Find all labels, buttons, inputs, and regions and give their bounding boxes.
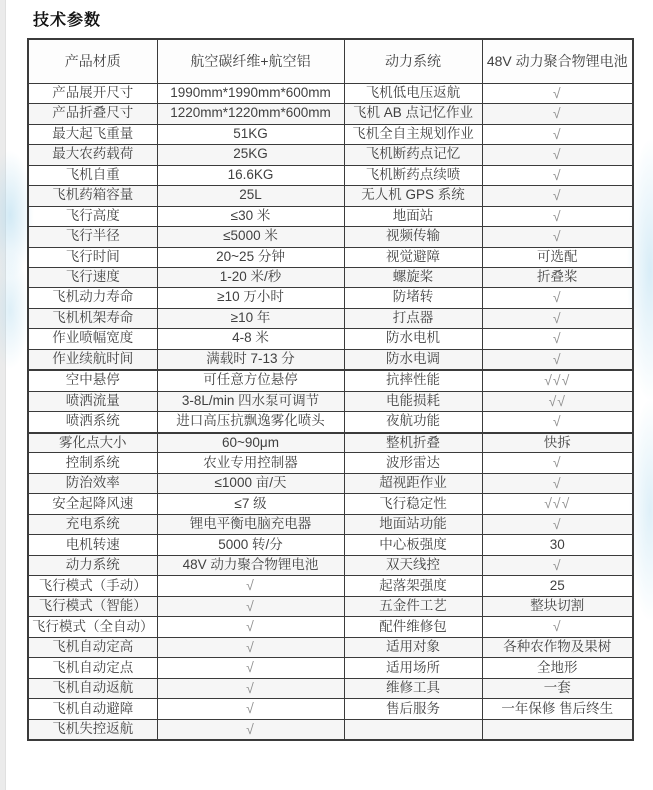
table-row xyxy=(28,186,633,207)
table-cell: 飞机失控返航 xyxy=(28,719,157,740)
table-cell: √ xyxy=(157,699,344,720)
table-cell: 喷洒系统 xyxy=(28,412,157,433)
table-cell: 充电系统 xyxy=(28,514,157,535)
table-row xyxy=(28,104,633,125)
table-cell: 1-20 米/秒 xyxy=(157,267,344,287)
table-cell: 折叠桨 xyxy=(482,267,633,287)
table-cell: √√√ xyxy=(482,370,633,391)
table-cell: √ xyxy=(482,349,633,370)
table-cell: 可任意方位悬停 xyxy=(157,370,344,391)
table-row xyxy=(28,678,633,699)
table-cell: √ xyxy=(482,473,633,494)
table-cell: 防水电调 xyxy=(344,349,482,370)
table-cell: 3-8L/min 四水泵可调节 xyxy=(157,391,344,412)
table-cell xyxy=(344,719,482,740)
table-cell: 飞机自动定点 xyxy=(28,658,157,679)
table-cell: 控制系统 xyxy=(28,453,157,474)
table-cell: 抗摔性能 xyxy=(344,370,482,391)
table-row xyxy=(28,576,633,597)
table-cell: 空中悬停 xyxy=(28,370,157,391)
table-cell: √ xyxy=(482,124,633,145)
table-cell: 51KG xyxy=(157,124,344,145)
table-cell: √√ xyxy=(482,391,633,412)
table-cell xyxy=(482,719,633,740)
table-cell: 维修工具 xyxy=(344,678,482,699)
table-cell: √ xyxy=(482,308,633,329)
table-cell: 整机折叠 xyxy=(344,433,482,453)
table-cell: ≤7 级 xyxy=(157,494,344,515)
table-row xyxy=(28,658,633,679)
table-row xyxy=(28,535,633,555)
spec-table-body xyxy=(28,83,633,740)
table-cell: 视觉避障 xyxy=(344,247,482,267)
table-cell: √ xyxy=(482,555,633,576)
table-row xyxy=(28,391,633,412)
table-cell: √ xyxy=(482,288,633,309)
table-cell: 一套 xyxy=(482,678,633,699)
table-cell: 最大农药载荷 xyxy=(28,145,157,166)
table-cell: 安全起降风速 xyxy=(28,494,157,515)
table-cell: 中心板强度 xyxy=(344,535,482,555)
table-cell: 飞机断药点记忆 xyxy=(344,145,482,166)
table-cell: 售后服务 xyxy=(344,699,482,720)
table-cell: 地面站 xyxy=(344,206,482,227)
table-row xyxy=(28,206,633,227)
table-cell: 起落架强度 xyxy=(344,576,482,597)
table-row xyxy=(28,494,633,515)
table-cell: 飞行高度 xyxy=(28,206,157,227)
table-cell: 地面站功能 xyxy=(344,514,482,535)
table-cell: 飞机全自主规划作业 xyxy=(344,124,482,145)
table-cell: 适用对象 xyxy=(344,637,482,658)
table-cell: 进口高压抗飘逸雾化喷头 xyxy=(157,412,344,433)
table-row xyxy=(28,453,633,474)
table-cell: 适用场所 xyxy=(344,658,482,679)
table-row xyxy=(28,699,633,720)
table-cell: 30 xyxy=(482,535,633,555)
spec-table-header xyxy=(28,39,633,83)
table-cell: 产品折叠尺寸 xyxy=(28,104,157,125)
table-cell: 各种农作物及果树 xyxy=(482,637,633,658)
table-row xyxy=(28,308,633,329)
table-cell: 飞机 AB 点记忆作业 xyxy=(344,104,482,125)
table-cell: 25L xyxy=(157,186,344,207)
table-cell: 飞行模式（手动） xyxy=(28,576,157,597)
table-row xyxy=(28,247,633,267)
table-cell: √ xyxy=(482,145,633,166)
table-cell: 飞行半径 xyxy=(28,227,157,248)
table-cell: 飞机自动避障 xyxy=(28,699,157,720)
table-row xyxy=(28,267,633,287)
header-cell-material-value: 航空碳纤维+航空铝 xyxy=(157,39,344,83)
table-cell: √ xyxy=(482,104,633,125)
table-cell: √ xyxy=(157,678,344,699)
table-row xyxy=(28,433,633,453)
table-cell: √ xyxy=(482,514,633,535)
table-row xyxy=(28,145,633,166)
header-cell-power-system: 动力系统 xyxy=(344,39,482,83)
table-cell: √ xyxy=(157,617,344,638)
table-row xyxy=(28,514,633,535)
table-cell: 防堵转 xyxy=(344,288,482,309)
table-cell: √ xyxy=(482,412,633,433)
table-cell: 防治效率 xyxy=(28,473,157,494)
table-cell: 1990mm*1990mm*600mm xyxy=(157,83,344,104)
table-cell: √ xyxy=(482,227,633,248)
table-cell: √ xyxy=(482,617,633,638)
table-cell: ≤5000 米 xyxy=(157,227,344,248)
table-cell: 配件维修包 xyxy=(344,617,482,638)
table-cell: 雾化点大小 xyxy=(28,433,157,453)
table-cell: 16.6KG xyxy=(157,165,344,186)
table-cell: ≤1000 亩/天 xyxy=(157,473,344,494)
page-title: 技术参数 xyxy=(33,12,102,29)
table-row xyxy=(28,349,633,370)
table-cell: 双天线控 xyxy=(344,555,482,576)
table-cell: √ xyxy=(482,206,633,227)
table-cell: 25KG xyxy=(157,145,344,166)
table-cell: 60~90μm xyxy=(157,433,344,453)
table-cell: 无人机 GPS 系统 xyxy=(344,186,482,207)
table-cell: 飞机动力寿命 xyxy=(28,288,157,309)
table-row xyxy=(28,165,633,186)
table-cell: √ xyxy=(157,637,344,658)
table-cell: 20~25 分钟 xyxy=(157,247,344,267)
table-cell: √ xyxy=(482,453,633,474)
table-row xyxy=(28,596,633,617)
table-cell: 电能损耗 xyxy=(344,391,482,412)
table-row xyxy=(28,719,633,740)
table-cell: √ xyxy=(157,576,344,597)
table-row xyxy=(28,617,633,638)
table-cell: 1220mm*1220mm*600mm xyxy=(157,104,344,125)
page-edge-strip xyxy=(0,0,6,790)
table-cell: 5000 转/分 xyxy=(157,535,344,555)
table-cell: 作业续航时间 xyxy=(28,349,157,370)
table-cell: 农业专用控制器 xyxy=(157,453,344,474)
table-cell: 飞行时间 xyxy=(28,247,157,267)
table-cell: 防水电机 xyxy=(344,329,482,350)
header-cell-material: 产品材质 xyxy=(28,39,157,83)
table-cell: 全地形 xyxy=(482,658,633,679)
table-cell: 超视距作业 xyxy=(344,473,482,494)
table-cell: 整块切割 xyxy=(482,596,633,617)
table-cell: 喷洒流量 xyxy=(28,391,157,412)
table-cell: 飞机药箱容量 xyxy=(28,186,157,207)
table-cell: 五金件工艺 xyxy=(344,596,482,617)
table-cell: 螺旋桨 xyxy=(344,267,482,287)
table-cell: 电机转速 xyxy=(28,535,157,555)
table-cell: 飞机断药点续喷 xyxy=(344,165,482,186)
table-row xyxy=(28,412,633,433)
table-cell: ≥10 万小时 xyxy=(157,288,344,309)
table-cell: 飞行模式（智能） xyxy=(28,596,157,617)
table-cell: 满载时 7-13 分 xyxy=(157,349,344,370)
table-cell: 波形雷达 xyxy=(344,453,482,474)
table-row xyxy=(28,637,633,658)
table-cell: √ xyxy=(482,186,633,207)
header-row xyxy=(28,39,633,83)
table-cell: 打点器 xyxy=(344,308,482,329)
table-cell: 飞机自重 xyxy=(28,165,157,186)
table-cell: ≥10 年 xyxy=(157,308,344,329)
table-cell: 快拆 xyxy=(482,433,633,453)
table-cell: 飞行模式（全自动） xyxy=(28,617,157,638)
table-cell: 飞机机架寿命 xyxy=(28,308,157,329)
table-cell: 25 xyxy=(482,576,633,597)
table-cell: 最大起飞重量 xyxy=(28,124,157,145)
table-cell: √ xyxy=(482,329,633,350)
table-cell: 锂电平衡电脑充电器 xyxy=(157,514,344,535)
table-row xyxy=(28,370,633,391)
table-cell: 48V 动力聚合物锂电池 xyxy=(157,555,344,576)
table-cell: √√√ xyxy=(482,494,633,515)
table-row xyxy=(28,83,633,104)
table-cell: 可选配 xyxy=(482,247,633,267)
table-cell: ≤30 米 xyxy=(157,206,344,227)
table-cell: 飞行速度 xyxy=(28,267,157,287)
table-cell: √ xyxy=(157,596,344,617)
header-cell-battery: 48V 动力聚合物锂电池 xyxy=(482,39,633,83)
table-cell: 夜航功能 xyxy=(344,412,482,433)
table-cell: 动力系统 xyxy=(28,555,157,576)
table-cell: 视频传输 xyxy=(344,227,482,248)
table-cell: 飞行稳定性 xyxy=(344,494,482,515)
table-cell: 4-8 米 xyxy=(157,329,344,350)
table-cell: 飞机自动返航 xyxy=(28,678,157,699)
table-cell: 一年保修 售后终生 xyxy=(482,699,633,720)
table-row xyxy=(28,288,633,309)
table-cell: √ xyxy=(157,719,344,740)
table-row xyxy=(28,473,633,494)
table-cell: 产品展开尺寸 xyxy=(28,83,157,104)
table-cell: √ xyxy=(157,658,344,679)
table-cell: 飞机低电压返航 xyxy=(344,83,482,104)
table-row xyxy=(28,124,633,145)
table-cell: 飞机自动定高 xyxy=(28,637,157,658)
table-cell: 作业喷幅宽度 xyxy=(28,329,157,350)
table-row xyxy=(28,329,633,350)
table-row xyxy=(28,555,633,576)
table-cell: √ xyxy=(482,83,633,104)
table-cell: √ xyxy=(482,165,633,186)
spec-table xyxy=(27,38,634,741)
table-row xyxy=(28,227,633,248)
